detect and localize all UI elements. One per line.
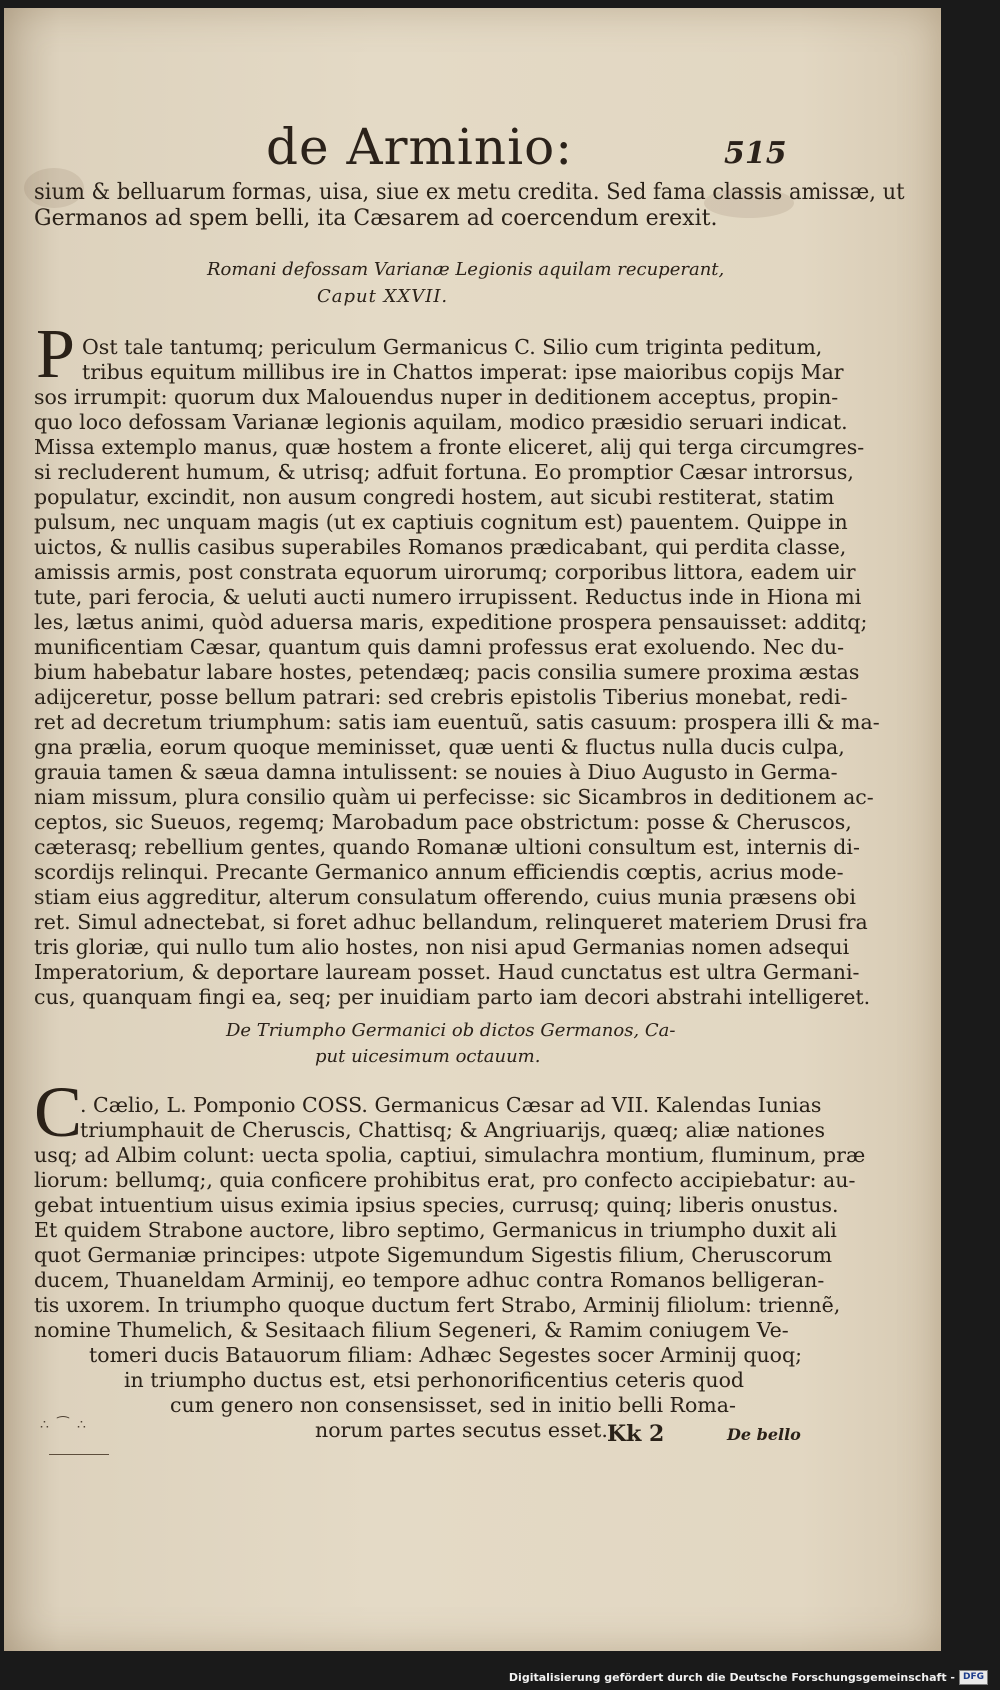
text-line: stiam eius aggreditur, alterum consulatum offerendo, cuius munia præsens obi [34,885,856,909]
text-line: cus, quanquam fingi ea, seq; per inuidiam parto iam decori abstrahi intelligeret. [34,985,871,1009]
funding-footer [509,1670,988,1685]
text-line: tris gloriæ, qui nullo tum alio hostes, non nisi apud Germanias nomen adsequi [34,935,850,959]
text-line: . Cælio, L. Pomponio COSS. Germanicus Cæsar ad VII. Kalendas Iunias [80,1093,822,1117]
bottom-ornament: ∴ ⁀ ∴ [40,1417,88,1433]
text-line: ret. Simul adnectebat, si foret adhuc bellandum, relinqueret materiem Drusi fra [34,910,868,934]
text-line: nomine Thumelich, & Sesitaach filium Segeneri, & Ramim coniugem Ve- [34,1318,789,1342]
text-line: triumphauit de Cheruscis, Chattisq; & Angriuarijs, quæq; aliæ nationes [80,1118,826,1142]
text-line: gna prælia, eorum quoque meminisset, quæ uenti & fluctus nulla ducis culpa, [34,735,845,759]
text-line: les, lætus animi, quòd aduersa maris, expeditione prospera pensauisset: additq; [34,610,868,634]
text-line: cæterasq; rebellium gentes, quando Romanæ ultioni consultum est, internis di- [34,835,860,859]
text-line: sium & belluarum formas, uisa, siue ex metu credita. Sed fama classis amissæ, ut [34,180,905,205]
text-line: gebat intuentium uisus eximia ipsius species, currusq; quinq; liberis onustus. [34,1193,839,1217]
dfg-logo: DFG [959,1670,988,1685]
text-line: Imperatorium, & deportare lauream posset. Haud cunctatus est ultra Germani- [34,960,860,984]
drop-capital: C [34,1072,83,1152]
text-line: tis uxorem. In triumpho quoque ductum fert Strabo, Arminij filiolum: triennẽ, [34,1293,841,1317]
text-line: populatur, excindit, non ausum congredi hostem, aut sicubi restiterat, statim [34,485,835,509]
text-line: liorum: bellumq;, quia conficere prohibitus erat, pro confecto accipiebatur: au- [34,1168,856,1192]
running-head: de Arminio: [266,118,574,176]
catchword: De bello [727,1425,801,1444]
text-line: ret ad decretum triumphum: satis iam euentuũ, satis casuum: prospera illi & ma- [34,710,880,734]
chapter-caption: put uicesimum octauum. [315,1046,541,1067]
text-line: bium habebatur labare hostes, petendæq; pacis consilia sumere proxima æstas [34,660,860,684]
text-line: si recluderent humum, & utrisq; adfuit fortuna. Eo promptior Cæsar introrsus, [34,460,854,484]
text-line: Ost tale tantumq; periculum Germanicus C. Silio cum triginta peditum, [82,335,823,359]
text-line: niam missum, plura consilio quàm ui perfecisse: sic Sicambros in deditionem ac- [34,785,874,809]
text-line: Missa extemplo manus, quæ hostem a fronte eliceret, alij qui terga circumgres- [34,435,865,459]
text-line: quo loco defossam Varianæ legionis aquilam, modico præsidio seruari indicat. [34,410,848,434]
text-line: tomeri ducis Batauorum filiam: Adhæc Segestes socer Arminij quoq; [89,1343,803,1367]
text-line: grauia tamen & sæua damna intulissent: se nouies à Diuo Augusto in Germa- [34,760,838,784]
text-line: uictos, & nullis casibus superabiles Romanos prædicabant, qui perdita classe, [34,535,847,559]
text-line: quot Germaniæ principes: utpote Sigemundum Sigestis filium, Cheruscorum [34,1243,833,1267]
text-line: norum partes secutus esset. [315,1418,608,1442]
text-line: tute, pari ferocia, & ueluti aucti numero irrupissent. Reductus inde in Hiona mi [34,585,862,609]
text-line: munificentiam Cæsar, quantum quis damni professus erat exoluendo. Nec du- [34,635,845,659]
text-line: cum genero non consensisset, sed in initio belli Roma- [170,1393,736,1417]
text-line: pulsum, nec unquam magis (ut ex captiuis cognitum est) pauentem. Quippe in [34,510,848,534]
text-line: ceptos, sic Sueuos, regemq; Marobadum pace obstrictum: posse & Cheruscos, [34,810,852,834]
signature-mark: Kk 2 [607,1421,665,1447]
footer-text: Digitalisierung gefördert durch die Deutsche Forschungsgemeinschaft - [508,1671,955,1684]
text-line: sos irrumpit: quorum dux Malouendus nuper in deditionem acceptus, propin- [34,385,839,409]
text-line: Germanos ad spem belli, ita Cæsarem ad coercendum erexit. [34,206,718,231]
page-number: 515 [724,136,787,171]
text-line: scordijs relinqui. Precante Germanico annum efficiendis cœptis, acrius mode- [34,860,844,884]
book-page [4,8,941,1651]
chapter-caption: Romani defossam Varianæ Legionis aquilam recuperant, [207,259,725,280]
text-line: Et quidem Strabone auctore, libro septimo, Germanicus in triumpho duxit ali [34,1218,837,1242]
text-line: ducem, Thuaneldam Arminij, eo tempore adhuc contra Romanos belligeran- [34,1268,825,1292]
text-line: tribus equitum millibus ire in Chattos imperat: ipse maioribus copijs Mar [82,360,844,384]
drop-capital: P [36,316,75,393]
bottom-rule [49,1454,109,1455]
text-line: adijceretur, posse bellum patrari: sed crebris epistolis Tiberius monebat, redi- [34,685,848,709]
text-line: amissis armis, post constrata equorum uirorumq; corporibus littora, eadem uir [34,560,856,584]
text-line: in triumpho ductus est, etsi perhonorificentius ceteris quod [124,1368,745,1392]
chapter-caption: De Triumpho Germanici ob dictos Germanos, Ca- [226,1020,676,1041]
chapter-caption: Caput XXVII. [317,286,449,307]
text-line: usq; ad Albim colunt: uecta spolia, captiui, simulachra montium, fluminum, præ [34,1143,866,1167]
